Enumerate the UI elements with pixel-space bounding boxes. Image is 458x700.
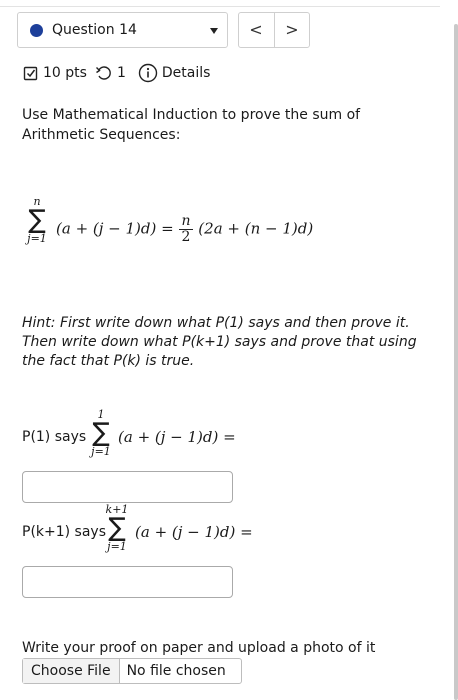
summation	[24, 196, 50, 244]
upload-label: Write your proof on paper and upload a photo of it	[22, 640, 376, 656]
status-dot-icon	[30, 24, 43, 37]
sigma-icon: ∑	[108, 513, 126, 543]
sum-upper-limit: k+1	[105, 503, 129, 516]
points-text: 10 pts	[43, 65, 87, 81]
pk1-answer-input[interactable]	[22, 566, 233, 598]
chevron-down-icon	[210, 28, 218, 34]
question-meta	[23, 62, 210, 84]
question-select[interactable]	[17, 12, 228, 48]
summation	[102, 504, 132, 552]
sum-lower-limit: j=1	[91, 445, 111, 458]
file-upload[interactable]	[22, 658, 242, 684]
choose-file-button[interactable]: Choose File	[23, 659, 120, 683]
hint-text: Hint: First write down what P(1) says and then prove it. Then write down what P(k+1) says and prove that using the fact that P(k) is true.	[22, 315, 417, 369]
info-icon[interactable]	[138, 63, 158, 83]
prev-question-button[interactable]: <	[249, 20, 263, 39]
pk1-label: P(k+1) says	[22, 524, 107, 540]
fraction	[179, 214, 192, 245]
summation	[88, 409, 114, 457]
details-link[interactable]: Details	[161, 65, 211, 81]
sum-upper-limit: 1	[97, 408, 105, 421]
checkbox-edit-icon	[23, 65, 39, 81]
question-prompt: Use Mathematical Induction to prove the sum of Arithmetic Sequences:	[22, 107, 361, 143]
sigma-icon: ∑	[28, 205, 46, 235]
fraction-numerator: n	[181, 213, 191, 229]
question-label: Question 14	[52, 22, 137, 38]
p1-formula	[88, 409, 288, 469]
sigma-icon: ∑	[92, 418, 110, 448]
sum-upper-limit: n	[33, 195, 41, 208]
pk1-summand: (a + (j − 1)d) =	[135, 523, 253, 541]
p1-summand: (a + (j − 1)d) =	[118, 428, 236, 446]
top-divider	[0, 6, 440, 7]
sum-summand: (a + (j − 1)d) =	[56, 219, 174, 238]
sum-formula	[24, 196, 344, 256]
scrollbar[interactable]	[454, 24, 458, 700]
sum-lower-limit: j=1	[107, 540, 127, 553]
fraction-denominator: 2	[181, 229, 191, 245]
question-nav	[238, 12, 310, 48]
next-question-button[interactable]: >	[285, 20, 299, 39]
attempts-text: 1	[116, 65, 126, 81]
file-status: No file chosen	[126, 663, 226, 679]
sum-lower-limit: j=1	[27, 232, 47, 245]
retry-icon	[95, 65, 113, 81]
sum-rhs: (2a + (n − 1)d)	[198, 219, 314, 238]
p1-label: P(1) says	[22, 429, 87, 445]
pk1-formula	[102, 504, 302, 564]
p1-answer-input[interactable]	[22, 471, 233, 503]
